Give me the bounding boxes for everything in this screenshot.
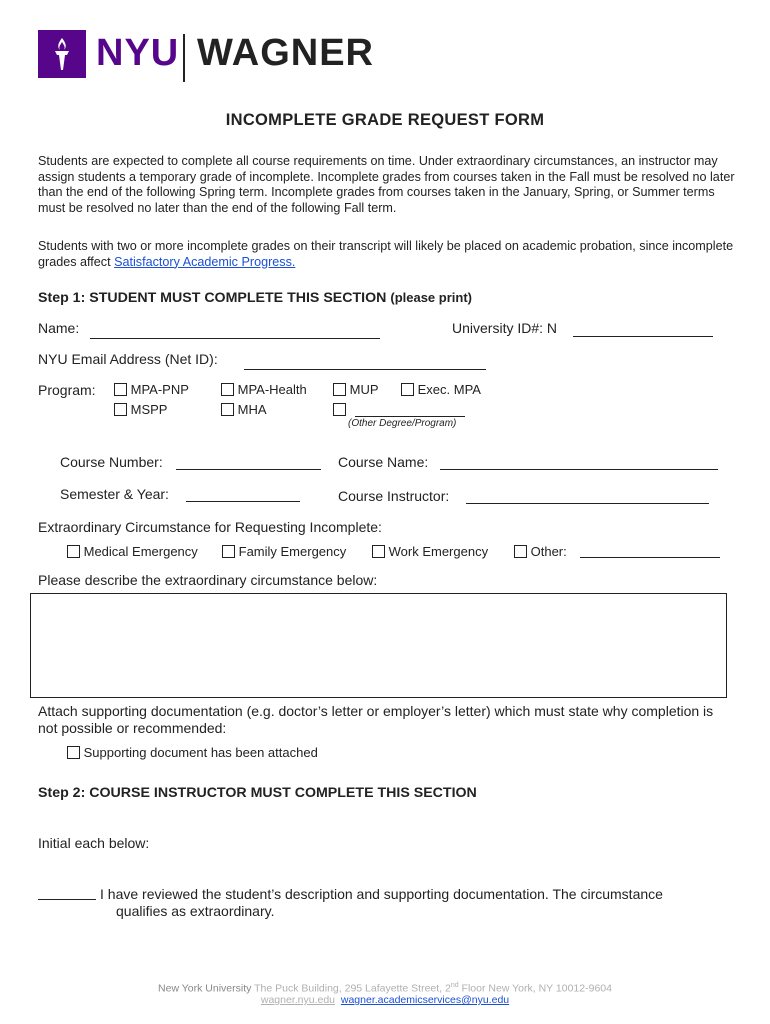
form-title: INCOMPLETE GRADE REQUEST FORM: [225, 111, 545, 129]
nyu-torch-logo: [38, 30, 86, 78]
work-checkbox[interactable]: [372, 545, 385, 558]
footer-address-pre: The Puck Building, 295 Lafayette Street, 2: [251, 982, 451, 995]
mpa-pnp-label: MPA-PNP: [130, 382, 189, 397]
footer-address-post: Floor New York, NY 10012-9604: [458, 982, 612, 995]
work-label: Work Emergency: [388, 544, 489, 559]
mspp-checkbox[interactable]: [114, 403, 127, 416]
footer-address-sup: nd: [450, 982, 459, 989]
footer-links: [0, 994, 770, 1006]
intro-paragraph-2: [38, 239, 738, 270]
program-mha[interactable]: [221, 402, 267, 417]
circumstance-work[interactable]: [372, 544, 488, 559]
mpa-health-label: MPA-Health: [237, 382, 307, 397]
footer-site-link[interactable]: wagner.nyu.edu: [260, 994, 336, 1006]
mspp-label: MSPP: [130, 402, 168, 417]
initial-label: Initial each below:: [38, 835, 150, 851]
mha-checkbox[interactable]: [221, 403, 234, 416]
email-field[interactable]: [244, 353, 486, 370]
course-name-field[interactable]: [440, 456, 718, 470]
circumstance-label: Extraordinary Circumstance for Requesting Incomplete:: [38, 519, 382, 535]
attach-instructions: Attach supporting documentation (e.g. doctor’s letter or employer’s letter) which must state why completion is not possible or recommended:: [38, 703, 714, 736]
course-instructor-field[interactable]: [466, 490, 709, 504]
footer-address: [0, 982, 770, 995]
sap-link[interactable]: Satisfactory Academic Progress.: [114, 254, 296, 269]
supporting-doc-item[interactable]: [67, 745, 318, 760]
initial-field[interactable]: [38, 886, 96, 900]
circumstance-family[interactable]: [222, 544, 346, 559]
name-field[interactable]: [90, 322, 380, 339]
university-id-field[interactable]: [573, 322, 713, 337]
other-program-checkbox[interactable]: [333, 403, 346, 416]
program-other[interactable]: [333, 402, 346, 417]
course-name-label: Course Name:: [338, 454, 429, 470]
mpa-pnp-checkbox[interactable]: [114, 383, 127, 396]
mha-label: MHA: [237, 402, 267, 417]
circumstance-description-box[interactable]: [30, 593, 727, 698]
describe-label: Please describe the extraordinary circumstance below:: [38, 572, 378, 588]
family-checkbox[interactable]: [222, 545, 235, 558]
semester-field[interactable]: [186, 488, 300, 502]
mup-label: MUP: [349, 382, 379, 397]
family-label: Family Emergency: [238, 544, 347, 559]
footer-org: New York University: [158, 982, 252, 995]
circumstance-medical[interactable]: [67, 544, 198, 559]
other-circumstance-field[interactable]: [580, 545, 720, 558]
other-circumstance-label: Other:: [530, 544, 567, 559]
program-label: Program:: [38, 382, 96, 398]
program-mup[interactable]: [333, 382, 379, 397]
program-exec-mpa[interactable]: [401, 382, 481, 397]
exec-mpa-checkbox[interactable]: [401, 383, 414, 396]
intro-paragraph-2-text: Students with two or more incomplete grades on their transcript will likely be placed on academic probation, since incomplete grades affect: [38, 239, 734, 269]
logo-divider: [183, 34, 185, 82]
step2-heading: Step 2: COURSE INSTRUCTOR MUST COMPLETE THIS SECTION: [38, 785, 477, 801]
other-program-field[interactable]: [355, 403, 465, 417]
course-number-label: Course Number:: [60, 454, 163, 470]
exec-mpa-label: Exec. MPA: [417, 382, 481, 397]
logo-wagner-text: WAGNER: [197, 32, 374, 74]
intro-paragraph-1: Students are expected to complete all course requirements on time. Under extraordinary circumstances, an instructor may assign students a temporary grade of incomplete. Incomplete grades from courses taken in the Fall must be resolved no later than the end of the following Spring term. Incomplete grades from courses taken in the January, Spring, or Summer terms must be resolved no later than the end of the following Fall term.: [38, 154, 735, 215]
name-label: Name:: [38, 320, 80, 336]
step1-heading: [38, 290, 472, 306]
mup-checkbox[interactable]: [333, 383, 346, 396]
statement-line-1: I have reviewed the student’s description and supporting documentation. The circumstance: [100, 886, 663, 902]
other-circumstance-checkbox[interactable]: [514, 545, 527, 558]
program-mspp[interactable]: [114, 402, 167, 417]
torch-icon: [38, 30, 86, 78]
mpa-health-checkbox[interactable]: [221, 383, 234, 396]
course-instructor-label: Course Instructor:: [338, 488, 450, 504]
logo-nyu-text: NYU: [96, 32, 180, 74]
step1-heading-sub: (please print): [390, 290, 472, 305]
statement-line-2: qualifies as extraordinary.: [116, 903, 275, 919]
other-program-note: (Other Degree/Program): [348, 418, 457, 429]
program-mpa-health[interactable]: [221, 382, 307, 397]
step1-heading-text: Step 1: STUDENT MUST COMPLETE THIS SECTION: [38, 290, 387, 306]
program-mpa-pnp[interactable]: [114, 382, 189, 397]
email-label: NYU Email Address (Net ID):: [38, 351, 218, 367]
course-number-field[interactable]: [176, 456, 321, 470]
supporting-doc-checkbox[interactable]: [67, 746, 80, 759]
semester-label: Semester & Year:: [60, 486, 169, 502]
footer-email-link[interactable]: wagner.academicservices@nyu.edu: [340, 994, 510, 1006]
supporting-doc-label: Supporting document has been attached: [83, 745, 318, 760]
university-id-label: University ID#: N: [452, 320, 558, 336]
medical-checkbox[interactable]: [67, 545, 80, 558]
medical-label: Medical Emergency: [83, 544, 198, 559]
circumstance-other[interactable]: [514, 544, 567, 559]
